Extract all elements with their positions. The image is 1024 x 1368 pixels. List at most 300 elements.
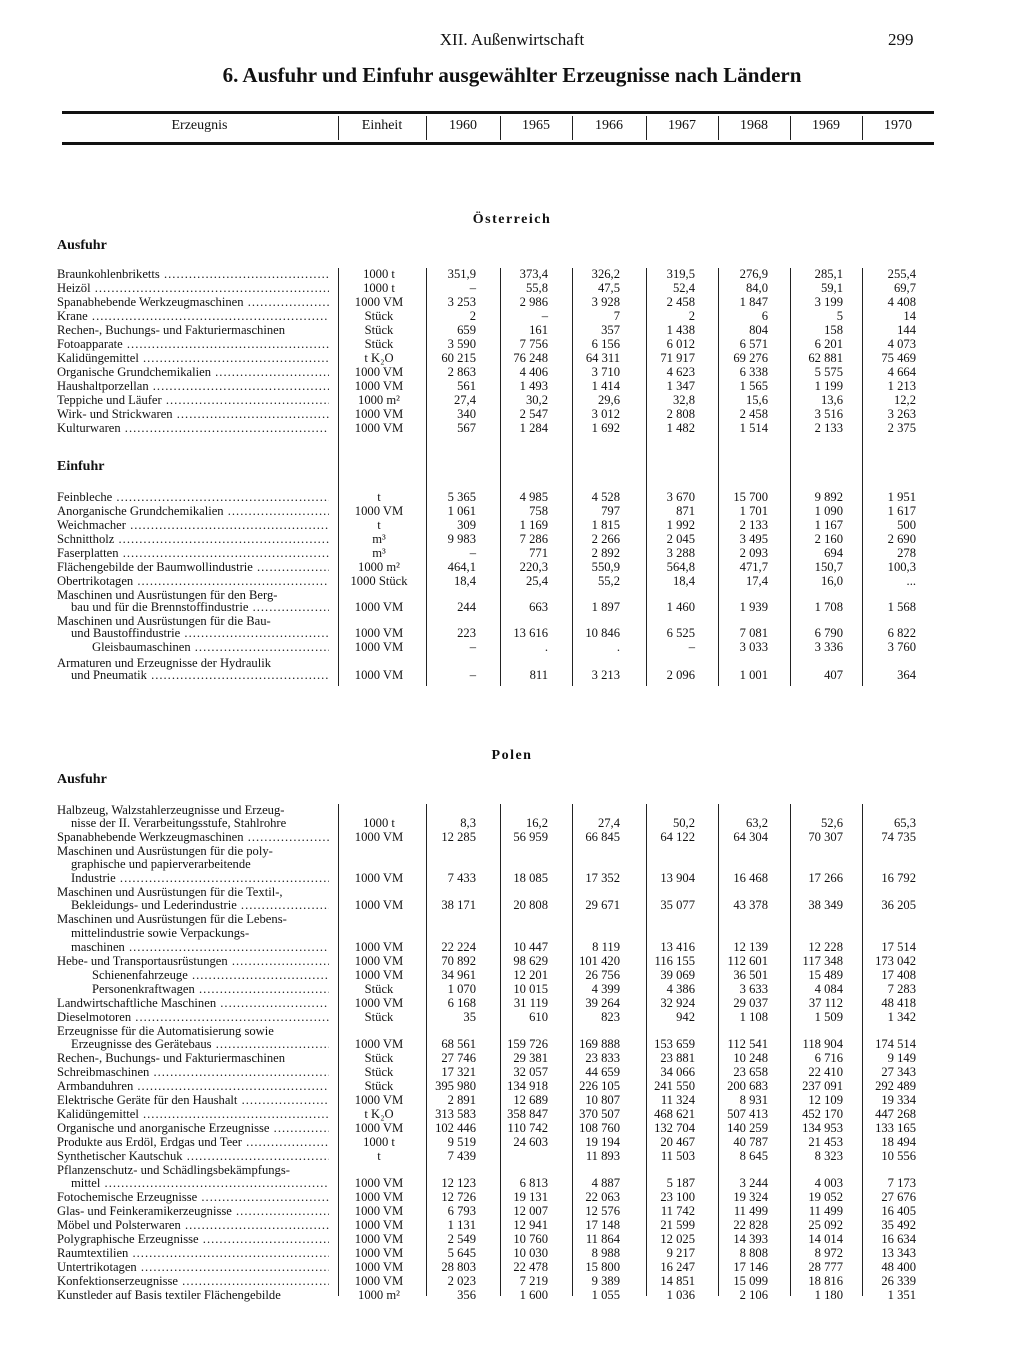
table-row (0, 560, 1024, 574)
value-cell: 22 828 (733, 1218, 768, 1232)
product-label: Fotochemische Erzeugnisse ..... (57, 1190, 329, 1204)
product-label: Maschinen und Ausrüstungen für die Lebens- (57, 912, 287, 926)
value-cell: 223 (457, 626, 476, 640)
value-cell: 140 259 (727, 1121, 768, 1135)
table-row (0, 1037, 1024, 1051)
value-cell: 37 112 (808, 996, 843, 1010)
value-cell: 66 845 (585, 830, 620, 844)
unit-cell: 1000 VM (354, 954, 404, 968)
value-cell: 19 131 (513, 1190, 548, 1204)
value-cell: 9 149 (887, 1051, 916, 1065)
unit-cell: 1000 t (363, 281, 395, 295)
value-cell: 11 324 (660, 1093, 695, 1107)
value-cell: 200 683 (727, 1079, 768, 1093)
value-cell: 373,4 (519, 267, 548, 281)
unit-cell: Stück (364, 323, 394, 337)
unit-cell: 1000 VM (354, 1190, 404, 1204)
value-cell: 12 941 (513, 1218, 548, 1232)
value-cell: 3 288 (666, 546, 695, 560)
unit-cell: 1000 VM (354, 668, 404, 682)
value-cell: 276,9 (739, 267, 768, 281)
unit-cell: Stück (364, 1010, 394, 1024)
value-cell: 101 420 (579, 954, 620, 968)
value-cell: 69,7 (893, 281, 916, 295)
unit-cell: Stück (364, 1065, 394, 1079)
value-cell: 1 070 (447, 982, 476, 996)
value-cell: 1 897 (591, 600, 620, 614)
value-cell: 319,5 (666, 267, 695, 281)
value-cell: 2 023 (447, 1274, 476, 1288)
value-cell: 4 003 (814, 1176, 843, 1190)
unit-cell: 1000 t (363, 1135, 395, 1149)
value-cell: 2 106 (739, 1288, 768, 1302)
value-cell: 11 864 (585, 1232, 620, 1246)
product-label: Braunkohlenbriketts ..... (57, 267, 329, 281)
value-cell: 117 348 (802, 954, 843, 968)
value-cell: 36 501 (733, 968, 768, 982)
value-cell: – (688, 640, 695, 654)
value-cell: 550,9 (591, 560, 620, 574)
unit-cell: 1000 m² (358, 393, 400, 407)
value-cell: 4 399 (591, 982, 620, 996)
table-row (0, 1274, 1024, 1288)
value-cell: 1 284 (519, 421, 548, 435)
table-row (0, 1079, 1024, 1093)
value-cell: 7 173 (887, 1176, 916, 1190)
unit-cell: 1000 VM (354, 1232, 404, 1246)
value-cell: 471,7 (739, 560, 768, 574)
table-row (0, 351, 1024, 365)
value-cell: 118 904 (802, 1037, 843, 1051)
value-cell: 16 247 (660, 1260, 695, 1274)
unit-cell: 1000 VM (354, 365, 404, 379)
value-cell: 64 122 (660, 830, 695, 844)
column-header-8: 1970 (884, 118, 912, 133)
value-cell: 17 514 (881, 940, 916, 954)
unit-cell: t (377, 490, 381, 504)
value-cell: 64 311 (585, 351, 620, 365)
value-cell: 71 917 (660, 351, 695, 365)
value-cell: 10 015 (513, 982, 548, 996)
value-cell: 70 307 (808, 830, 843, 844)
unit-cell: m³ (372, 532, 386, 546)
table-row (0, 803, 1024, 817)
value-cell: 22 224 (441, 940, 476, 954)
value-cell: 6 790 (814, 626, 843, 640)
value-cell: 1 514 (739, 421, 768, 435)
table-title: 6. Ausfuhr und Einfuhr ausgewählter Erzeugnisse nach Ländern (222, 63, 802, 87)
value-cell: – (469, 281, 476, 295)
value-cell: 2 808 (666, 407, 695, 421)
value-cell: 1 001 (739, 668, 768, 682)
value-cell: 22 410 (808, 1065, 843, 1079)
value-cell: 25,4 (525, 574, 548, 588)
unit-cell: Stück (364, 337, 394, 351)
value-cell: 15 099 (733, 1274, 768, 1288)
table-row (0, 1163, 1024, 1177)
value-cell: 2 549 (447, 1232, 476, 1246)
value-cell: 1 939 (739, 600, 768, 614)
value-cell: 153 659 (654, 1037, 695, 1051)
value-cell: 3 516 (814, 407, 843, 421)
value-cell: 4 664 (887, 365, 916, 379)
product-label: Obertrikotagen ..... (57, 574, 329, 588)
product-label: Schienenfahrzeuge ..... (92, 968, 329, 982)
table-row (0, 1149, 1024, 1163)
value-cell: 610 (529, 1010, 548, 1024)
value-cell: 144 (897, 323, 916, 337)
value-cell: 6 571 (739, 337, 768, 351)
country-heading: Österreich (472, 212, 552, 227)
table-row (0, 912, 1024, 926)
product-label: Synthetischer Kautschuk ..... (57, 1149, 329, 1163)
value-cell: 132 704 (654, 1121, 695, 1135)
value-cell: 1 199 (814, 379, 843, 393)
unit-cell: t K₂O (364, 1107, 394, 1121)
value-cell: 18,4 (672, 574, 695, 588)
value-cell: 20 467 (660, 1135, 695, 1149)
value-cell: 4 528 (591, 490, 620, 504)
value-cell: 2 986 (519, 295, 548, 309)
value-cell: 14 (903, 309, 916, 323)
product-label: Dieselmotoren ..... (57, 1010, 329, 1024)
value-cell: 326,2 (591, 267, 620, 281)
value-cell: 8 323 (814, 1149, 843, 1163)
value-cell: – (541, 309, 548, 323)
value-cell: 17 266 (808, 871, 843, 885)
value-cell: 48 418 (881, 996, 916, 1010)
value-cell: 15,6 (745, 393, 768, 407)
value-cell: 14 851 (660, 1274, 695, 1288)
value-cell: 18,4 (453, 574, 476, 588)
value-cell: 17 146 (733, 1260, 768, 1274)
value-cell: 10 248 (733, 1051, 768, 1065)
value-cell: 10 760 (513, 1232, 548, 1246)
value-cell: 226 105 (579, 1079, 620, 1093)
unit-cell: 1000 VM (354, 407, 404, 421)
value-cell: 220,3 (519, 560, 548, 574)
product-label: Faserplatten ..... (57, 546, 329, 560)
value-cell: 55,8 (525, 281, 548, 295)
value-cell: 10 556 (881, 1149, 916, 1163)
value-cell: 7 (613, 309, 620, 323)
product-label: Maschinen und Ausrüstungen für die Textil-, (57, 885, 283, 899)
product-label: Armbanduhren ..... (57, 1079, 329, 1093)
value-cell: 2 375 (887, 421, 916, 435)
value-cell: 38 171 (441, 898, 476, 912)
product-label: Spanabhebende Werkzeugmaschinen ..... (57, 295, 329, 309)
table-row (0, 1051, 1024, 1065)
value-cell: 11 742 (660, 1204, 695, 1218)
column-rule (862, 116, 863, 140)
value-cell: 34 066 (660, 1065, 695, 1079)
product-label: Maschinen und Ausrüstungen für die poly- (57, 844, 273, 858)
value-cell: 19 324 (733, 1190, 768, 1204)
chapter-heading: XII. Außenwirtschaft (439, 30, 585, 49)
table-row (0, 885, 1024, 899)
unit-cell: 1000 VM (354, 295, 404, 309)
value-cell: 158 (824, 323, 843, 337)
table-row (0, 365, 1024, 379)
value-cell: 100,3 (887, 560, 916, 574)
value-cell: 48 400 (881, 1260, 916, 1274)
value-cell: 34 961 (441, 968, 476, 982)
product-label: graphische und papierverarbeitende (71, 857, 251, 871)
value-cell: 8 808 (739, 1246, 768, 1260)
unit-cell: 1000 VM (354, 626, 404, 640)
value-cell: 32,8 (672, 393, 695, 407)
value-cell: 1 509 (814, 1010, 843, 1024)
value-cell: 9 217 (666, 1246, 695, 1260)
value-cell: 29 671 (585, 898, 620, 912)
value-cell: 14 393 (733, 1232, 768, 1246)
product-label: Haushaltporzellan ..... (57, 379, 329, 393)
value-cell: 871 (676, 504, 695, 518)
value-cell: 464,1 (447, 560, 476, 574)
table-row (0, 1204, 1024, 1218)
table-row (0, 574, 1024, 588)
value-cell: 159 726 (507, 1037, 548, 1051)
value-cell: 17 408 (881, 968, 916, 982)
value-cell: 12 109 (808, 1093, 843, 1107)
product-label: Polygraphische Erzeugnisse ..... (57, 1232, 329, 1246)
value-cell: 3 495 (739, 532, 768, 546)
value-cell: 15 800 (585, 1260, 620, 1274)
value-cell: 8 972 (814, 1246, 843, 1260)
value-cell: 69 276 (733, 351, 768, 365)
product-label: mittelindustrie sowie Verpackungs- (71, 926, 250, 940)
value-cell: 7 433 (447, 871, 476, 885)
value-cell: 12 689 (513, 1093, 548, 1107)
value-cell: 6 (761, 309, 768, 323)
value-cell: 358 847 (507, 1107, 548, 1121)
value-cell: 35 492 (881, 1218, 916, 1232)
value-cell: 1 090 (814, 504, 843, 518)
value-cell: 112 541 (727, 1037, 768, 1051)
product-label: und Pneumatik ..... (71, 668, 329, 682)
value-cell: . (544, 640, 548, 654)
value-cell: 22 478 (513, 1260, 548, 1274)
value-cell: 1 565 (739, 379, 768, 393)
value-cell: 6 201 (814, 337, 843, 351)
value-cell: 6 793 (447, 1204, 476, 1218)
unit-cell: 1000 VM (354, 1093, 404, 1107)
value-cell: 43 378 (733, 898, 768, 912)
value-cell: 27,4 (597, 816, 620, 830)
table-row (0, 954, 1024, 968)
product-label: Untertrikotagen ..... (57, 1260, 329, 1274)
value-cell: 7 283 (887, 982, 916, 996)
product-label: Kalidüngemittel ..... (57, 1107, 329, 1121)
value-cell: 567 (457, 421, 476, 435)
unit-cell: 1000 VM (354, 1176, 404, 1190)
value-cell: 32 924 (660, 996, 695, 1010)
value-cell: 16,0 (820, 574, 843, 588)
country-heading: Polen (491, 748, 533, 763)
value-cell: 2 096 (666, 668, 695, 682)
value-cell: 12 201 (513, 968, 548, 982)
value-cell: 9 983 (447, 532, 476, 546)
unit-cell: 1000 VM (354, 504, 404, 518)
product-label: Möbel und Polsterwaren ..... (57, 1218, 329, 1232)
value-cell: 2 (469, 309, 476, 323)
table-row (0, 830, 1024, 844)
value-cell: 9 892 (814, 490, 843, 504)
unit-cell: 1000 t (363, 267, 395, 281)
product-label: Konfektionserzeugnisse ..... (57, 1274, 329, 1288)
column-header-2: 1960 (449, 118, 477, 133)
value-cell: 16 634 (881, 1232, 916, 1246)
value-cell: 10 846 (585, 626, 620, 640)
header-bottom-rule (62, 142, 934, 145)
product-label: Fotoapparate ..... (57, 337, 329, 351)
column-rule (338, 116, 339, 140)
table-row (0, 871, 1024, 885)
value-cell: 4 887 (591, 1176, 620, 1190)
value-cell: 1 992 (666, 518, 695, 532)
table-row (0, 1260, 1024, 1274)
value-cell: 44 659 (585, 1065, 620, 1079)
table-row (0, 309, 1024, 323)
value-cell: 6 525 (666, 626, 695, 640)
product-label: Flächengebilde der Baumwollindustrie ..... (57, 560, 329, 574)
value-cell: 255,4 (887, 267, 916, 281)
value-cell: 8 119 (592, 940, 620, 954)
value-cell: 1 951 (887, 490, 916, 504)
product-label: Maschinen und Ausrüstungen für den Berg- (57, 588, 278, 602)
unit-cell: 1000 VM (354, 1274, 404, 1288)
value-cell: 663 (529, 600, 548, 614)
value-cell: 309 (457, 518, 476, 532)
product-label: Kunstleder auf Basis textiler Flächengebilde (57, 1288, 281, 1302)
value-cell: 452 170 (802, 1107, 843, 1121)
value-cell: 1 815 (591, 518, 620, 532)
value-cell: 20 808 (513, 898, 548, 912)
value-cell: 507 413 (727, 1107, 768, 1121)
value-cell: 134 953 (802, 1121, 843, 1135)
value-cell: 19 194 (585, 1135, 620, 1149)
unit-cell: Stück (364, 1051, 394, 1065)
value-cell: 25 092 (808, 1218, 843, 1232)
unit-cell: 1000 VM (354, 996, 404, 1010)
table-row (0, 1107, 1024, 1121)
value-cell: 23 881 (660, 1051, 695, 1065)
value-cell: 4 985 (519, 490, 548, 504)
section-heading: Ausfuhr (57, 238, 107, 253)
value-cell: 313 583 (435, 1107, 476, 1121)
value-cell: 15 489 (808, 968, 843, 982)
unit-cell: 1000 VM (354, 1260, 404, 1274)
value-cell: 237 091 (802, 1079, 843, 1093)
value-cell: 38 349 (808, 898, 843, 912)
value-cell: 4 623 (666, 365, 695, 379)
value-cell: 26 339 (881, 1274, 916, 1288)
value-cell: 468 621 (654, 1107, 695, 1121)
product-label: Erzeugnisse des Gerätebaus ..... (71, 1037, 329, 1051)
column-header-1: Einheit (361, 118, 403, 133)
value-cell: 16,2 (525, 816, 548, 830)
value-cell: 3 244 (739, 1176, 768, 1190)
value-cell: 40 787 (733, 1135, 768, 1149)
value-cell: 13,6 (820, 393, 843, 407)
value-cell: 13 343 (881, 1246, 916, 1260)
value-cell: 1 482 (666, 421, 695, 435)
unit-cell: Stück (364, 1079, 394, 1093)
value-cell: 12,2 (893, 393, 916, 407)
table-row (0, 267, 1024, 281)
column-header-7: 1969 (812, 118, 840, 133)
value-cell: 13 616 (513, 626, 548, 640)
value-cell: 133 165 (875, 1121, 916, 1135)
value-cell: 52,4 (672, 281, 695, 295)
value-cell: 2 266 (591, 532, 620, 546)
value-cell: 6 813 (519, 1176, 548, 1190)
value-cell: 2 160 (814, 532, 843, 546)
value-cell: 112 601 (727, 954, 768, 968)
value-cell: 447 268 (875, 1107, 916, 1121)
product-label: nisse der II. Verarbeitungsstufe, Stahlrohre (71, 816, 287, 830)
value-cell: 21 599 (660, 1218, 695, 1232)
value-cell: 59,1 (820, 281, 843, 295)
column-rule (426, 116, 427, 140)
value-cell: 6 168 (447, 996, 476, 1010)
value-cell: 1 036 (666, 1288, 695, 1302)
value-cell: 3 012 (591, 407, 620, 421)
value-cell: 56 959 (513, 830, 548, 844)
value-cell: 17 352 (585, 871, 620, 885)
value-cell: 4 406 (519, 365, 548, 379)
value-cell: 15 700 (733, 490, 768, 504)
product-label: Industrie ..... (71, 871, 329, 885)
value-cell: 18 494 (881, 1135, 916, 1149)
value-cell: 364 (897, 668, 916, 682)
value-cell: 5 365 (447, 490, 476, 504)
value-cell: 13 416 (660, 940, 695, 954)
value-cell: 1 617 (887, 504, 916, 518)
value-cell: 12 123 (441, 1176, 476, 1190)
value-cell: 2 690 (887, 532, 916, 546)
value-cell: 76 248 (513, 351, 548, 365)
table-row (0, 1218, 1024, 1232)
value-cell: 4 408 (887, 295, 916, 309)
value-cell: 98 629 (513, 954, 548, 968)
value-cell: 161 (529, 323, 548, 337)
value-cell: 3 670 (666, 490, 695, 504)
value-cell: 7 081 (739, 626, 768, 640)
value-cell: 27 676 (881, 1190, 916, 1204)
product-label: Elektrische Geräte für den Haushalt ..... (57, 1093, 329, 1107)
table-row (0, 407, 1024, 421)
unit-cell: 1000 VM (354, 600, 404, 614)
table-row (0, 640, 1024, 654)
value-cell: 1 180 (814, 1288, 843, 1302)
value-cell: 292 489 (875, 1079, 916, 1093)
table-row (0, 504, 1024, 518)
value-cell: 110 742 (507, 1121, 548, 1135)
product-label: Erzeugnisse für die Automatisierung sowie (57, 1024, 274, 1038)
value-cell: 60 215 (441, 351, 476, 365)
value-cell: 659 (457, 323, 476, 337)
product-label: mittel ..... (71, 1176, 329, 1190)
value-cell: 23 833 (585, 1051, 620, 1065)
value-cell: 31 119 (513, 996, 548, 1010)
table-row (0, 421, 1024, 435)
value-cell: 4 386 (666, 982, 695, 996)
value-cell: 823 (601, 1010, 620, 1024)
product-label: bau und für die Brennstoffindustrie ..... (71, 600, 329, 614)
column-rule (718, 116, 719, 140)
value-cell: 6 822 (887, 626, 916, 640)
